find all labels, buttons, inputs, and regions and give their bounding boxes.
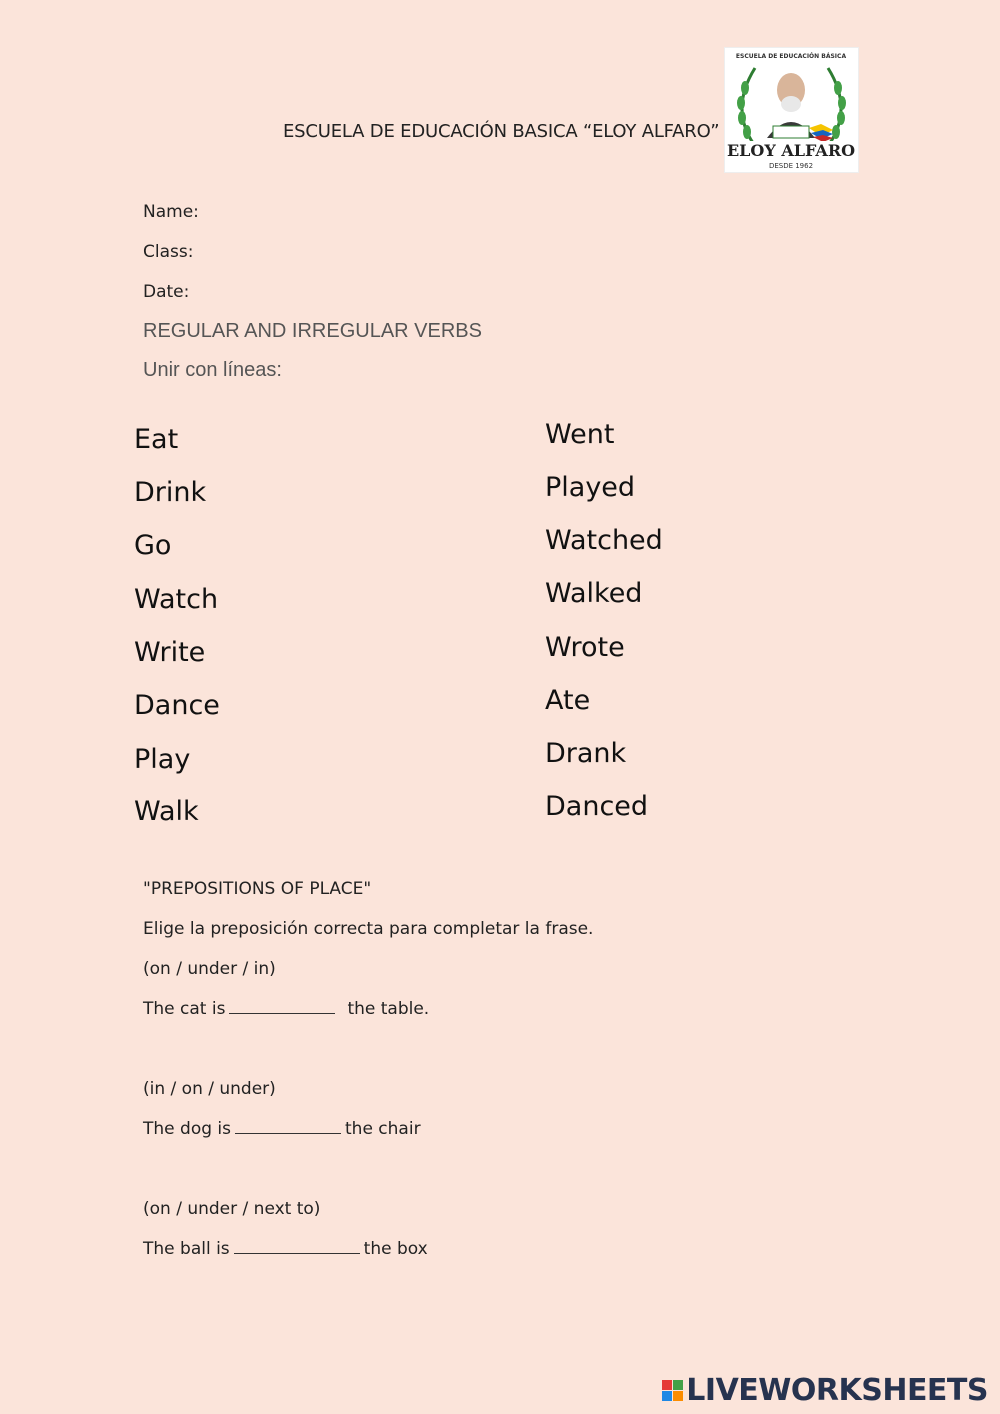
verbs-section-title: REGULAR AND IRREGULAR VERBS [143, 320, 482, 342]
verbs-instruction: Unir con líneas: [143, 359, 282, 381]
question-options: (on / under / next to) [143, 1199, 321, 1219]
right-verb-item[interactable]: Went [545, 419, 615, 450]
left-verb-item[interactable]: Dance [134, 690, 220, 721]
question-sentence [143, 1119, 421, 1139]
right-verb-item[interactable]: Played [545, 472, 636, 503]
right-verb-item[interactable]: Drank [545, 738, 627, 769]
logo-name-text: ELOY ALFARO [726, 141, 856, 160]
left-verb-item[interactable]: Write [134, 637, 206, 668]
left-verb-item[interactable]: Eat [134, 424, 179, 455]
logo-arc-text: ESCUELA DE EDUCACIÓN BÁSICA [735, 53, 847, 60]
prepositions-instruction: Elige la preposición correcta para completar la frase. [143, 919, 594, 939]
sentence-start: The dog is [143, 1119, 231, 1139]
sentence-end: the box [363, 1239, 428, 1259]
answer-blank[interactable] [235, 1119, 341, 1134]
school-title: ESCUELA DE EDUCACIÓN BASICA “ELOY ALFARO” [283, 121, 720, 142]
right-verb-item[interactable]: Ate [545, 685, 591, 716]
date-field-label: Date: [143, 282, 190, 302]
liveworksheets-brand-text: LIVEWORKSHEETS [686, 1373, 988, 1408]
sentence-end: the table. [347, 999, 430, 1019]
school-logo [724, 47, 859, 173]
sentence-start: The cat is [143, 999, 226, 1019]
right-verb-item[interactable]: Walked [545, 578, 643, 609]
right-verb-item[interactable]: Danced [545, 791, 649, 822]
sentence-end: the chair [345, 1119, 421, 1139]
question-sentence [143, 1239, 428, 1259]
logo-since-text: DESDE 1962 [768, 162, 814, 170]
sentence-start: The ball is [143, 1239, 230, 1259]
left-verb-item[interactable]: Watch [134, 584, 219, 615]
answer-blank[interactable] [229, 999, 335, 1014]
liveworksheets-logo [662, 1373, 988, 1408]
class-field-label: Class: [143, 242, 194, 262]
question-sentence [143, 999, 429, 1019]
left-verb-item[interactable]: Drink [134, 477, 207, 508]
left-verb-item[interactable]: Play [134, 744, 191, 775]
liveworksheets-icon [662, 1380, 683, 1401]
left-verb-item[interactable]: Walk [134, 796, 199, 827]
question-options: (on / under / in) [143, 959, 276, 979]
question-options: (in / on / under) [143, 1079, 276, 1099]
left-verb-item[interactable]: Go [134, 530, 172, 561]
name-field-label: Name: [143, 202, 199, 222]
right-verb-item[interactable]: Wrote [545, 632, 625, 663]
prepositions-section-title: "PREPOSITIONS OF PLACE" [143, 879, 372, 899]
right-verb-item[interactable]: Watched [545, 525, 663, 556]
answer-blank[interactable] [234, 1239, 360, 1254]
